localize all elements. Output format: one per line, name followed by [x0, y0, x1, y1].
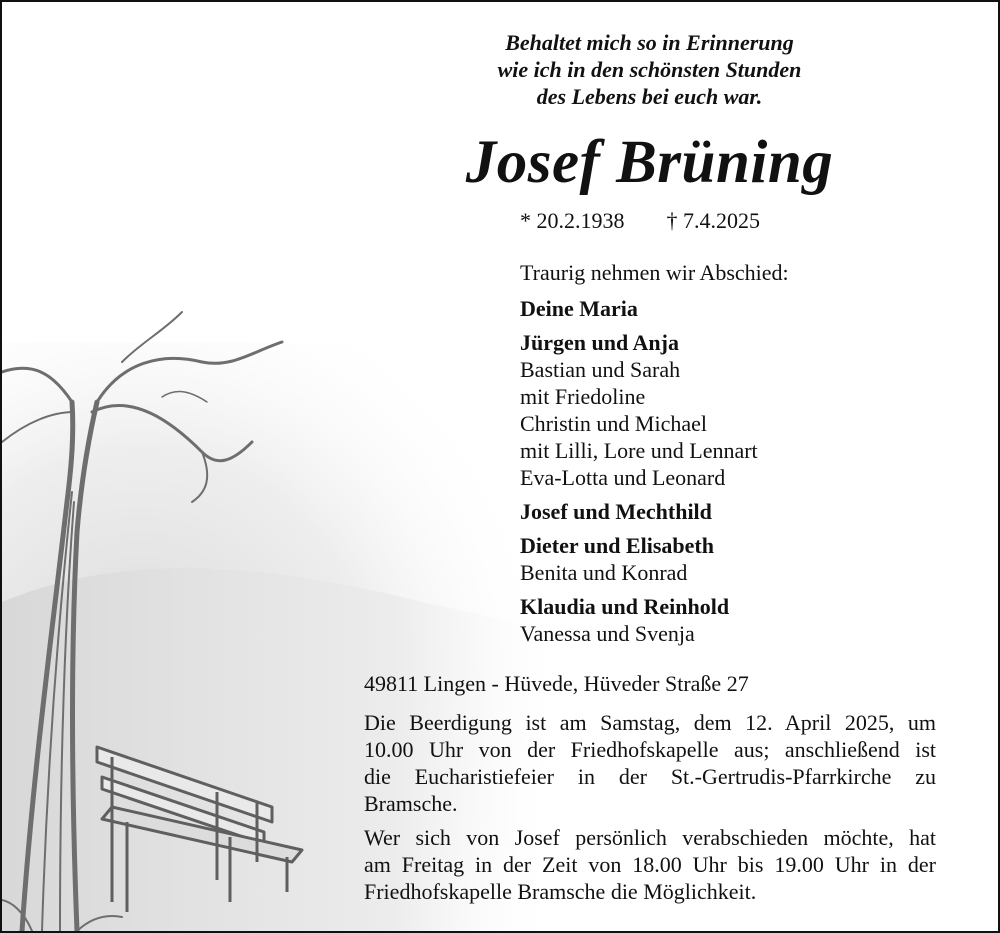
family-address: 49811 Lingen - Hüvede, Hüveder Straße 27: [364, 671, 749, 696]
farewell-line: Wer sich von Josef persönlich verabschieden möchte, hat: [364, 825, 936, 850]
mourners-list: [520, 259, 789, 654]
mourner-member: mit Friedoline: [520, 384, 646, 409]
mourner-member: Bastian und Sarah: [520, 357, 681, 382]
funeral-line: die Eucharistiefeier in der St.-Gertrudis-Pfarrkirche zu: [364, 764, 936, 789]
funeral-line: 10.00 Uhr von der Friedhofskapelle aus; anschließend ist: [364, 737, 936, 762]
mourner-group-head: Josef und Mechthild: [520, 499, 712, 524]
mourner-group: [520, 532, 789, 586]
verse-line: Behaltet mich so in Erinnerung: [505, 30, 794, 55]
birth-date: * 20.2.1938: [520, 208, 625, 233]
mourner-group: [520, 329, 789, 491]
mourner-group: [520, 593, 789, 647]
mourner-member: mit Lilli, Lore und Lennart: [520, 438, 758, 463]
mourner-group: [520, 498, 789, 525]
funeral-line: Die Beerdigung ist am Samstag, dem 12. April 2025, um: [364, 710, 936, 735]
verse-line: des Lebens bei euch war.: [536, 84, 763, 109]
deceased-name: Josef Brüning: [465, 129, 834, 196]
life-dates: [520, 207, 760, 235]
mourners-intro: Traurig nehmen wir Abschied:: [520, 260, 789, 285]
farewell-line: am Freitag in der Zeit von 18.00 Uhr bis 19.00 Uhr in der: [364, 852, 936, 877]
farewell-line: Friedhofskapelle Bramsche die Möglichkeit.: [364, 879, 757, 904]
mourner-member: Eva-Lotta und Leonard: [520, 465, 726, 490]
mourner-group-head: Deine Maria: [520, 296, 638, 321]
farewell-details: [364, 824, 936, 905]
mourner-group: [520, 295, 789, 322]
death-date: † 7.4.2025: [666, 208, 760, 233]
mourner-group-head: Klaudia und Reinhold: [520, 594, 730, 619]
verse-line: wie ich in den schönsten Stunden: [497, 57, 802, 82]
funeral-details: [364, 709, 936, 817]
memorial-verse: [402, 29, 897, 110]
mourner-group-head: Jürgen und Anja: [520, 330, 679, 355]
mourner-member: Vanessa und Svenja: [520, 621, 695, 646]
mourner-member: Benita und Konrad: [520, 560, 688, 585]
mourner-member: Christin und Michael: [520, 411, 707, 436]
mourner-group-head: Dieter und Elisabeth: [520, 533, 714, 558]
funeral-line: Bramsche.: [364, 791, 458, 816]
